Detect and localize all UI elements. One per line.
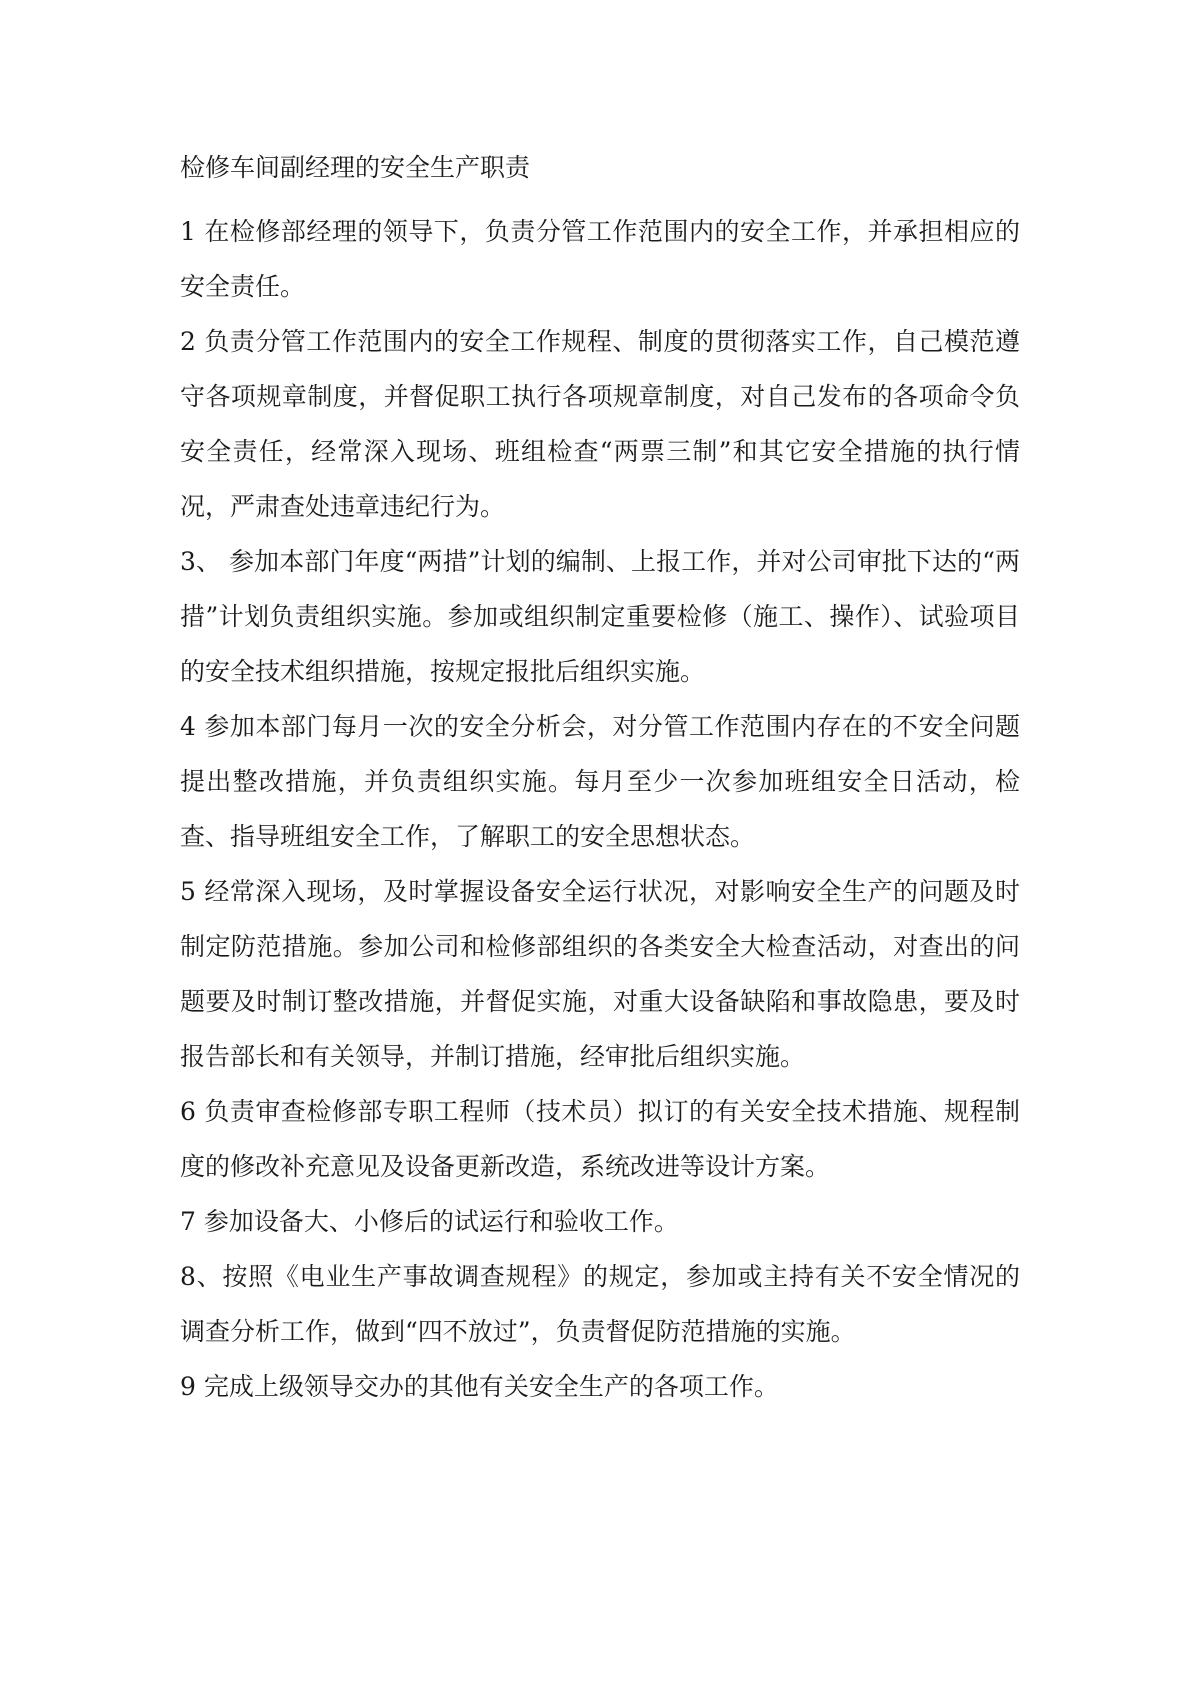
duty-item-2: 2 负责分管工作范围内的安全工作规程、制度的贯彻落实工作，自己模范遵守各项规章制度，并督促职工执行各项规章制度，对自己发布的各项命令负安全责任，经常深入现场、班组检查“两票三制”和其它安全措施的执行情况，严肃查处违章违纪行为。: [180, 327, 1020, 521]
duty-item-7: 7 参加设备大、小修后的试运行和验收工作。: [180, 1207, 679, 1236]
document-page: [180, 140, 1020, 1414]
duty-item-8: 8、按照《电业生产事故调查规程》的规定，参加或主持有关不安全情况的调查分析工作，做到“四不放过”，负责督促防范措施的实施。: [180, 1262, 1020, 1346]
document-title: 检修车间副经理的安全生产职责: [180, 153, 531, 182]
duty-item-6: 6 负责审查检修部专职工程师（技术员）拟订的有关安全技术措施、规程制度的修改补充意见及设备更新改造，系统改进等设计方案。: [180, 1097, 1020, 1181]
duty-item-4: 4 参加本部门每月一次的安全分析会，对分管工作范围内存在的不安全问题提出整改措施，并负责组织实施。每月至少一次参加班组安全日活动，检查、指导班组安全工作，了解职工的安全思想状态。: [180, 712, 1020, 851]
duty-item-1: 1 在检修部经理的领导下，负责分管工作范围内的安全工作，并承担相应的安全责任。: [180, 217, 1020, 301]
duty-item-5: 5 经常深入现场，及时掌握设备安全运行状况，对影响安全生产的问题及时制定防范措施。参加公司和检修部组织的各类安全大检查活动，对查出的问题要及时制订整改措施，并督促实施，对重大设备缺陷和事故隐患，要及时报告部长和有关领导，并制订措施，经审批后组织实施。: [180, 877, 1020, 1071]
duty-item-3: 3、 参加本部门年度“两措”计划的编制、上报工作，并对公司审批下达的“两措”计划负责组织实施。参加或组织制定重要检修（施工、操作）、试验项目的安全技术组织措施，按规定报批后组织实施。: [180, 547, 1020, 686]
duty-item-9: 9 完成上级领导交办的其他有关安全生产的各项工作。: [180, 1372, 779, 1401]
